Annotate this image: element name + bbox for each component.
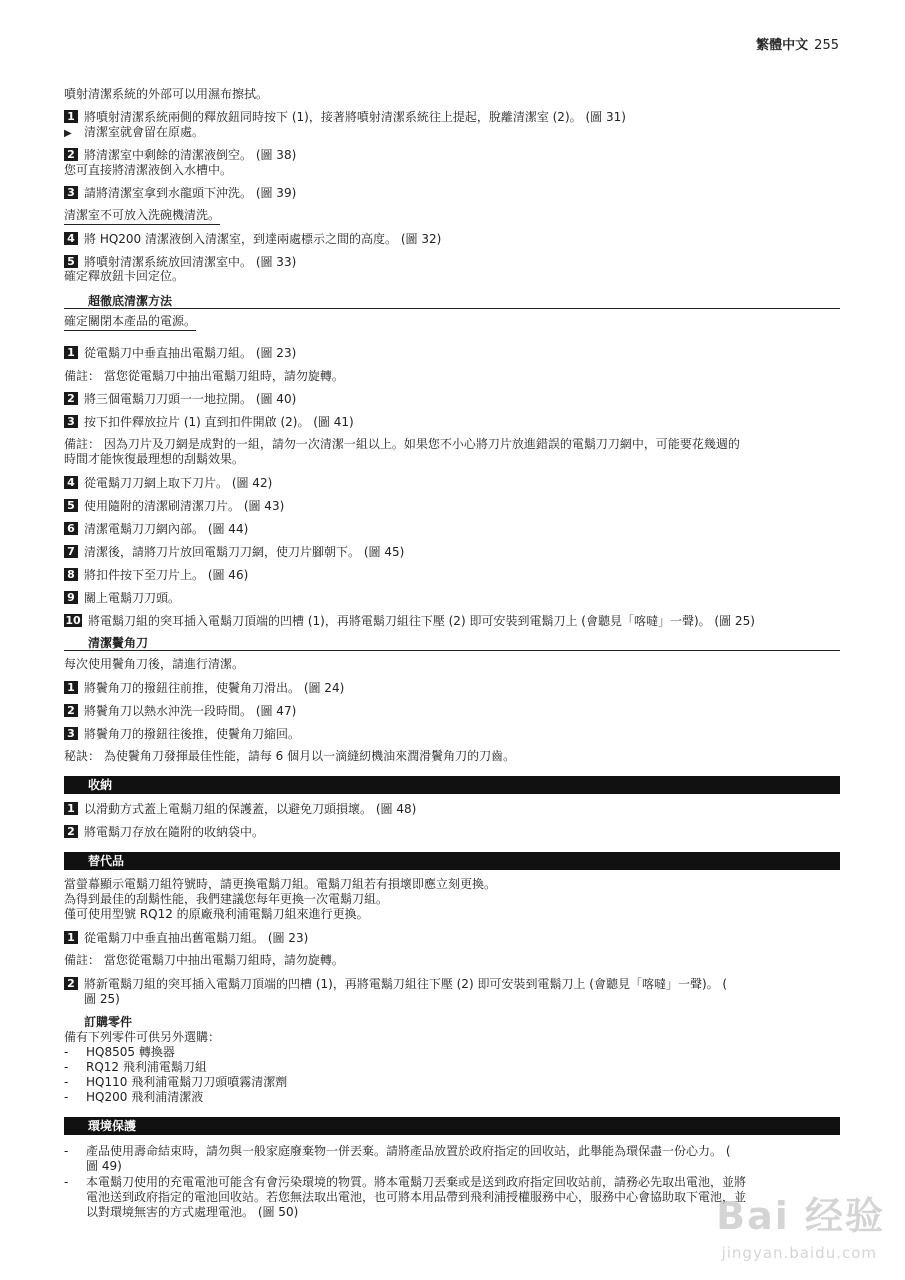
storage-step-2: 2 將電鬍刀存放在隨附的收納袋中。	[64, 825, 264, 840]
step-2-note: 您可直接將清潔液倒入水槽中。	[64, 163, 233, 177]
part-item: - RQ12 飛利浦電鬍刀組	[64, 1060, 207, 1074]
deep-step-6: 6 清潔電鬍刀刀網內部。 (圖 44)	[64, 522, 248, 537]
part-item: - HQ110 飛利浦電鬍刀刀頭噴霧清潔劑	[64, 1075, 288, 1089]
deep-note-2b: 時間才能恢復最理想的刮鬍效果。	[64, 452, 245, 466]
trimmer-step-2: 2 將鬢角刀以熱水沖洗一段時間。 (圖 47)	[64, 704, 296, 719]
deep-step-7: 7 清潔後，請將刀片放回電鬍刀刀網，使刀片腳朝下。 (圖 45)	[64, 545, 404, 560]
result-arrow-icon: ▶	[64, 128, 72, 139]
trimmer-heading: 清潔鬢角刀	[64, 634, 840, 651]
intro-text: 噴射清潔系統的外部可以用濕布擦拭。	[64, 87, 269, 101]
language-title: 繁體中文	[756, 38, 809, 53]
order-parts-heading: 訂購零件	[84, 1015, 133, 1029]
env-bullet-1a: - 產品使用壽命結束時，請勿與一般家庭廢棄物一併丟棄。請將產品放置於政府指定的回收站，此舉能為環保盡一份心力。 (	[64, 1144, 731, 1158]
step-2: 2 將清潔室中剩餘的清潔液倒空。 (圖 38)	[64, 148, 296, 163]
replacement-step-2-cont: 圖 25)	[84, 992, 120, 1006]
trimmer-step-1: 1 將鬢角刀的撥鈕往前推，使鬢角刀滑出。 (圖 24)	[64, 681, 344, 696]
deep-step-8: 8 將扣件按下至刀片上。 (圖 46)	[64, 568, 248, 583]
order-parts-intro: 備有下列零件可供另外選購：	[64, 1030, 221, 1044]
trimmer-intro: 每次使用鬢角刀後，請進行清潔。	[64, 657, 245, 671]
part-item: - HQ200 飛利浦清潔液	[64, 1090, 204, 1104]
deep-step-3: 3 按下扣件釋放拉片 (1) 直到扣件開啟 (2)。 (圖 41)	[64, 415, 354, 430]
env-bullet-2a: - 本電鬍刀使用的充電電池可能含有會污染環境的物質。將本電鬍刀丟棄或是送到政府指定回收站前，請務必先取出電池，並將	[64, 1175, 747, 1189]
warning-dishwasher: 清潔室不可放入洗碗機清洗。	[64, 208, 220, 223]
deep-step-9: 9 關上電鬍刀刀頭。	[64, 591, 180, 606]
replacement-para-1: 當螢幕顯示電鬍刀組符號時，請更換電鬍刀組。電鬍刀組若有損壞即應立刻更換。	[64, 877, 497, 891]
warning-power-off: 確定關閉本產品的電源。	[64, 314, 196, 329]
trimmer-step-3: 3 將鬢角刀的撥鈕往後推，使鬢角刀縮回。	[64, 727, 300, 742]
deep-clean-heading: 超徹底清潔方法	[64, 292, 840, 309]
env-bullet-2c: 以對環境無害的方式處理電池。 (圖 50)	[86, 1205, 299, 1219]
deep-step-2: 2 將三個電鬍刀刀頭一一地拉開。 (圖 40)	[64, 392, 296, 407]
page-header	[756, 34, 839, 53]
environment-heading: 環境保護	[64, 1117, 840, 1135]
deep-note-2a: 備註： 因為刀片及刀網是成對的一組，請勿一次清潔一組以上。如果您不小心將刀片放進錯誤的電鬍刀刀網中，可能要花幾週的	[64, 437, 740, 451]
step-5-note: 確定釋放鈕卡回定位。	[64, 269, 185, 283]
part-item: - HQ8505 轉換器	[64, 1045, 175, 1059]
deep-step-4: 4 從電鬍刀刀網上取下刀片。 (圖 42)	[64, 476, 272, 491]
deep-step-1: 1 從電鬍刀中垂直抽出電鬍刀組。 (圖 23)	[64, 346, 296, 361]
step-5: 5 將噴射清潔系統放回清潔室中。 (圖 33)	[64, 255, 296, 270]
deep-note-1: 備註： 當您從電鬍刀中抽出電鬍刀組時，請勿旋轉。	[64, 369, 344, 383]
deep-step-10: 10 將電鬍刀組的突耳插入電鬍刀頂端的凹槽 (1)，再將電鬍刀組往下壓 (2) 即可安裝到電鬍刀上 (會聽見「喀噠」一聲)。 (圖 25)	[65, 614, 755, 628]
replacement-heading: 替代品	[64, 852, 840, 870]
trimmer-tip: 秘訣： 為使鬢角刀發揮最佳性能，請每 6 個月以一滴縫紉機油來潤滑鬢角刀的刀齒。	[64, 749, 516, 763]
replacement-note-1: 備註： 當您從電鬍刀中抽出電鬍刀組時，請勿旋轉。	[64, 953, 344, 967]
watermark-logo: Bai 经验	[716, 1194, 885, 1238]
deep-step-5: 5 使用隨附的清潔刷清潔刀片。 (圖 43)	[64, 499, 284, 514]
watermark-url: jingyan.baidu.com	[721, 1244, 877, 1262]
step-1-result: ▶ 清潔室就會留在原處。	[64, 125, 205, 139]
storage-heading: 收納	[64, 776, 840, 794]
page-number: 255	[814, 38, 839, 53]
storage-step-1: 1 以滑動方式蓋上電鬍刀組的保護蓋，以避免刀頭損壞。 (圖 48)	[64, 802, 416, 817]
replacement-step-1: 1 從電鬍刀中垂直抽出舊電鬍刀組。 (圖 23)	[64, 931, 308, 946]
replacement-step-2: 2 將新電鬍刀組的突耳插入電鬍刀頂端的凹槽 (1)，再將電鬍刀組往下壓 (2) 即可安裝到電鬍刀上 (會聽見「喀噠」一聲)。 (	[64, 977, 727, 992]
step-4: 4 將 HQ200 清潔液倒入清潔室，到達兩處標示之間的高度。 (圖 32)	[64, 232, 441, 247]
env-bullet-1b: 圖 49)	[86, 1159, 122, 1173]
step-1: 1 將噴射清潔系統兩側的釋放鈕同時按下 (1)，接著將噴射清潔系統往上提起，脫離清潔室 (2)。 (圖 31)	[64, 110, 626, 125]
replacement-para-2: 為得到最佳的刮鬍性能，我們建議您每年更換一次電鬍刀組。	[64, 892, 389, 906]
step-3: 3 請將清潔室拿到水龍頭下沖洗。 (圖 39)	[64, 186, 296, 201]
replacement-para-3: 僅可使用型號 RQ12 的原廠飛利浦電鬍刀組來進行更換。	[64, 907, 369, 921]
env-bullet-2b: 電池送到政府指定的電池回收站。若您無法取出電池，也可將本用品帶到飛利浦授權服務中心，服務中心會協助取下電池，並	[86, 1190, 747, 1204]
